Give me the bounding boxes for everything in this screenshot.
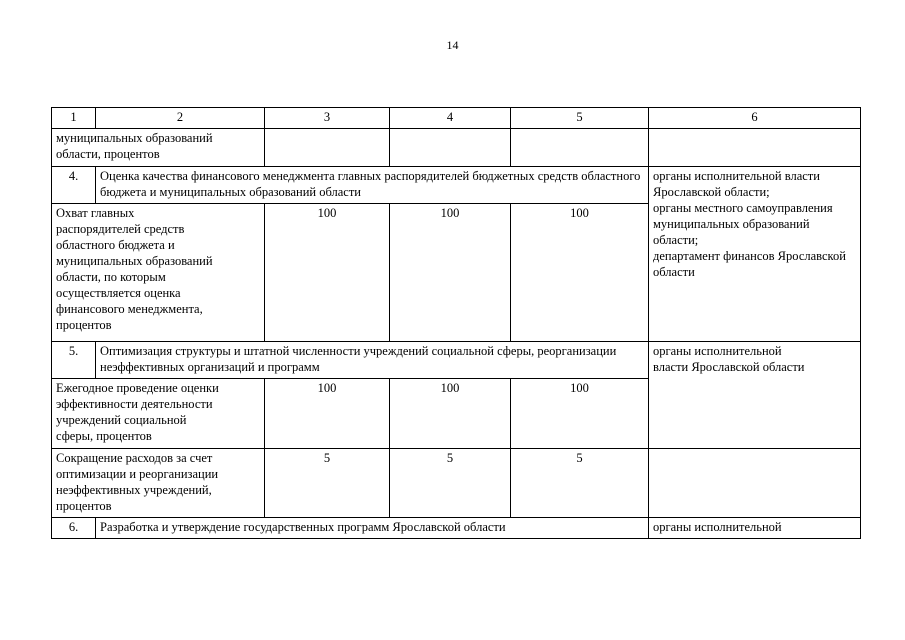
section-title: Оценка качества финансового менеджмента главных распорядителей бюджетных средств областного бюджета и муниципальных образований области — [96, 167, 649, 204]
indicator-text: Сокращение расходов за счет оптимизации и реорганизации неэффективных учреждений, процентов — [52, 449, 265, 518]
section-title: Разработка и утверждение государственных программ Ярославской области — [96, 518, 649, 539]
indicator-value: 5 — [511, 449, 649, 518]
indicator-value: 5 — [265, 449, 390, 518]
indicator-value: 100 — [511, 204, 649, 342]
indicator-value: 100 — [390, 379, 511, 449]
indicator-text: Ежегодное проведение оценки эффективности деятельности учреждений социальной сферы, процентов — [52, 379, 265, 449]
responsible-cell: органы исполнительной — [649, 518, 861, 539]
section-row — [52, 167, 861, 204]
section-row — [52, 342, 861, 379]
indicator-value: 100 — [511, 379, 649, 449]
section-number: 5. — [52, 342, 96, 379]
indicator-value: 5 — [390, 449, 511, 518]
responsible-cell: органы исполнительной власти Ярославской области; органы местного самоуправления муниципальных образований области; департамент финансов Ярославской области — [649, 167, 861, 342]
section-number: 6. — [52, 518, 96, 539]
empty-cell — [390, 129, 511, 167]
measures-table — [51, 107, 861, 539]
empty-cell — [511, 129, 649, 167]
responsible-cell: органы исполнительной власти Ярославской области — [649, 342, 861, 449]
indicator-row — [52, 449, 861, 518]
header-cell: 3 — [265, 108, 390, 129]
indicator-text: Охват главных распорядителей средств областного бюджета и муниципальных образований области, по которым осуществляется оценка финансового менеджмента, процентов — [52, 204, 265, 342]
continuation-text: муниципальных образований области, процентов — [52, 129, 265, 167]
indicator-value: 100 — [265, 204, 390, 342]
section-row — [52, 518, 861, 539]
indicator-value: 100 — [390, 204, 511, 342]
section-number: 4. — [52, 167, 96, 204]
continuation-row — [52, 129, 861, 167]
header-cell: 1 — [52, 108, 96, 129]
header-cell: 2 — [96, 108, 265, 129]
header-cell: 4 — [390, 108, 511, 129]
page-number: 14 — [446, 38, 459, 52]
indicator-value: 100 — [265, 379, 390, 449]
header-cell: 5 — [511, 108, 649, 129]
empty-cell — [649, 449, 861, 518]
header-cell: 6 — [649, 108, 861, 129]
empty-cell — [649, 129, 861, 167]
header-row — [52, 108, 861, 129]
empty-cell — [265, 129, 390, 167]
section-title: Оптимизация структуры и штатной численности учреждений социальной сферы, реорганизации неэффективных организаций и программ — [96, 342, 649, 379]
